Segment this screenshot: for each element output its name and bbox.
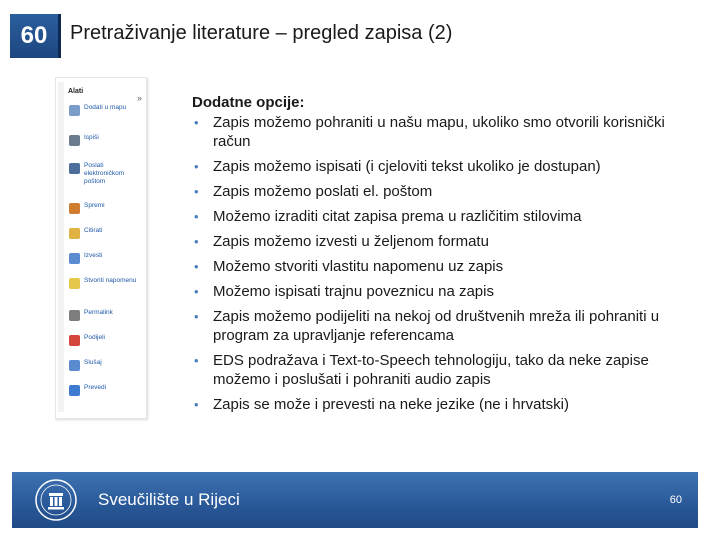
tools-panel-screenshot bbox=[55, 77, 147, 419]
slide-number: 60 bbox=[20, 22, 48, 49]
tool-item[interactable] bbox=[69, 384, 140, 396]
bullet-text: Zapis možemo poslati el. poštom bbox=[213, 183, 433, 200]
export-icon bbox=[69, 253, 80, 264]
bullet-icon: • bbox=[194, 309, 199, 324]
tool-item[interactable] bbox=[69, 134, 140, 146]
tool-item-label: Dodati u mapu bbox=[84, 104, 127, 111]
page-title: Pretraživanje literature – pregled zapisa (2) bbox=[70, 22, 453, 44]
tool-item-label: Ispiši bbox=[84, 134, 99, 141]
bullet-text: Možemo stvoriti vlastitu napomenu uz zapis bbox=[213, 258, 504, 275]
listen-icon bbox=[69, 360, 80, 371]
bullet-text: Zapis možemo ispisati (i cjeloviti tekst ukoliko je dostupan) bbox=[213, 158, 601, 175]
tools-panel-header: Alati bbox=[68, 88, 84, 95]
content-heading: Dodatne opcije: bbox=[192, 94, 305, 111]
share-icon bbox=[69, 335, 80, 346]
folder-icon bbox=[69, 105, 80, 116]
tool-item-label: Poslati elektroničkom poštom bbox=[84, 162, 125, 185]
tool-item-label: Izvesti bbox=[84, 252, 103, 259]
tool-item[interactable] bbox=[69, 277, 140, 289]
bullet-text: Zapis se može i prevesti na neke jezike (ne i hrvatski) bbox=[213, 396, 569, 413]
footer-bar bbox=[12, 472, 698, 528]
tool-item[interactable] bbox=[69, 334, 140, 346]
bullet-icon: • bbox=[194, 115, 199, 130]
tool-item-label: Permalink bbox=[84, 309, 113, 316]
list-item bbox=[192, 395, 692, 414]
tool-item[interactable] bbox=[69, 252, 140, 264]
bullet-icon: • bbox=[194, 234, 199, 249]
tool-item[interactable] bbox=[69, 359, 140, 371]
translate-icon bbox=[69, 385, 80, 396]
bullet-text: Zapis možemo podijeliti na nekoj od društvenih mreža ili pohraniti u program za upravljanje referencama bbox=[213, 308, 660, 344]
print-icon bbox=[69, 135, 80, 146]
footer-page-number: 60 bbox=[669, 494, 682, 506]
bullet-text: Možemo izraditi citat zapisa prema u različitim stilovima bbox=[213, 208, 582, 225]
list-item bbox=[192, 232, 692, 251]
content-area bbox=[192, 93, 692, 414]
bullet-list bbox=[192, 113, 692, 414]
list-item bbox=[192, 351, 692, 389]
collapse-icon: » bbox=[136, 93, 142, 103]
bullet-icon: • bbox=[194, 284, 199, 299]
list-item bbox=[192, 307, 692, 345]
tool-item-label: Podijeli bbox=[84, 334, 105, 341]
tool-item[interactable] bbox=[69, 227, 140, 239]
email-icon bbox=[69, 163, 80, 174]
list-item bbox=[192, 182, 692, 201]
bullet-text: Zapis možemo izvesti u željenom formatu bbox=[213, 233, 489, 250]
tool-item[interactable] bbox=[69, 104, 140, 116]
bullet-icon: • bbox=[194, 159, 199, 174]
university-logo-icon bbox=[34, 478, 78, 522]
bullet-text: Zapis možemo pohraniti u našu mapu, ukoliko smo otvorili korisnički račun bbox=[213, 114, 665, 150]
list-item bbox=[192, 157, 692, 176]
tool-item[interactable] bbox=[69, 162, 140, 186]
tool-item-label: Prevedi bbox=[84, 384, 107, 391]
tool-item-label: Spremi bbox=[84, 202, 105, 209]
tool-item-label: Slušaj bbox=[84, 359, 102, 366]
tool-item-label: Stvoriti napomenu bbox=[84, 277, 137, 284]
list-item bbox=[192, 282, 692, 301]
tool-item[interactable] bbox=[69, 309, 140, 321]
list-item bbox=[192, 207, 692, 226]
university-name: Sveučilište u Rijeci bbox=[98, 490, 240, 509]
save-icon bbox=[69, 203, 80, 214]
bullet-icon: • bbox=[194, 209, 199, 224]
list-item bbox=[192, 113, 692, 151]
tool-item[interactable] bbox=[69, 202, 140, 214]
bullet-icon: • bbox=[194, 353, 199, 368]
note-icon bbox=[69, 278, 80, 289]
list-item bbox=[192, 257, 692, 276]
slide-number-badge bbox=[10, 14, 61, 58]
tools-panel-edge bbox=[58, 82, 64, 412]
bullet-icon: • bbox=[194, 184, 199, 199]
tool-item-label: Citirati bbox=[84, 227, 103, 234]
bullet-text: Možemo ispisati trajnu poveznicu na zapis bbox=[213, 283, 494, 300]
cite-icon bbox=[69, 228, 80, 239]
link-icon bbox=[69, 310, 80, 321]
bullet-icon: • bbox=[194, 397, 199, 412]
bullet-text: EDS podražava i Text-to-Speech tehnologiju, tako da neke zapise možemo i poslušati i pohraniti audio zapis bbox=[213, 352, 649, 388]
bullet-icon: • bbox=[194, 259, 199, 274]
